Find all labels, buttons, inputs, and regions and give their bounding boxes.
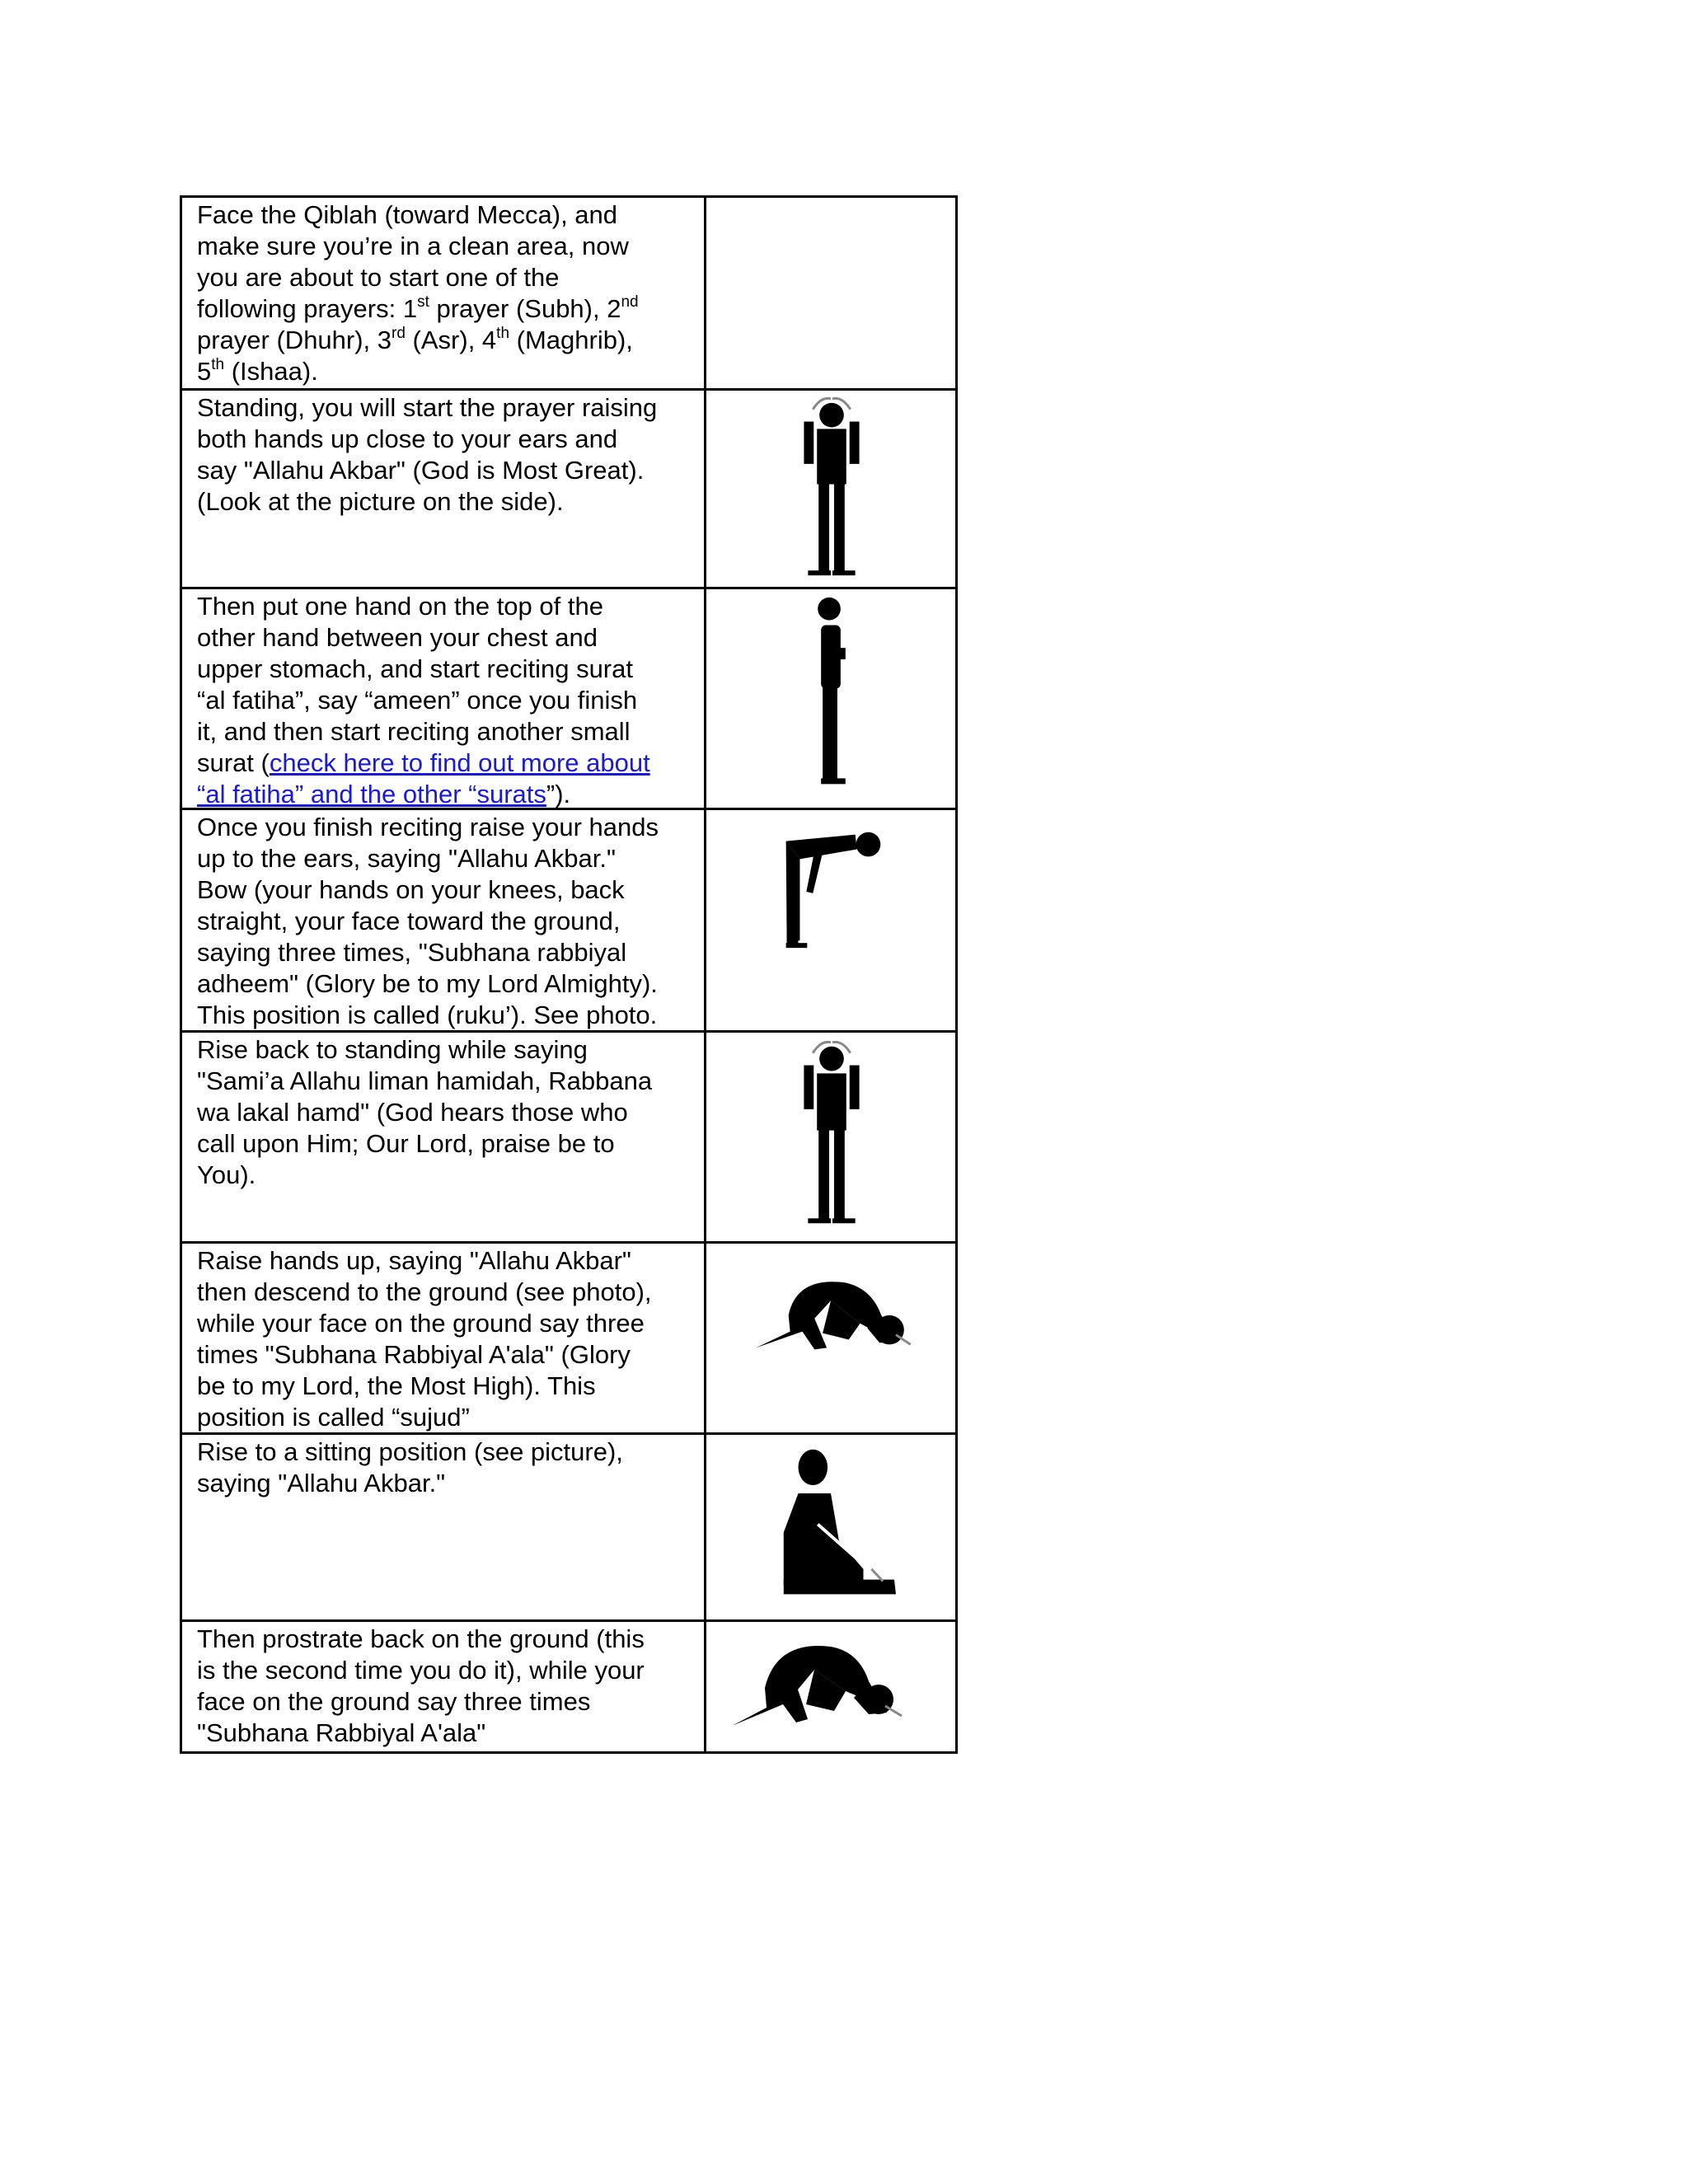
text-line xyxy=(197,1308,691,1339)
step-row xyxy=(182,1435,955,1622)
text-line xyxy=(197,262,691,293)
text-line xyxy=(197,1160,691,1191)
text-run: (Maghrib), xyxy=(509,326,633,354)
step-text xyxy=(182,391,706,587)
surat-info-link[interactable]: check here to find out more about xyxy=(269,748,650,777)
step-text xyxy=(182,1033,706,1241)
text-line xyxy=(197,392,691,424)
ordinal-suffix: nd xyxy=(621,293,639,311)
step-text xyxy=(182,1244,706,1432)
text-run: prayer (Dhuhr), 3 xyxy=(197,326,392,354)
step-row xyxy=(182,1033,955,1244)
text-line xyxy=(197,1436,691,1468)
text-line xyxy=(197,424,691,455)
text-run: Then put one hand on the top of the xyxy=(197,592,603,621)
text-run: other hand between your chest and xyxy=(197,623,598,652)
text-line xyxy=(197,1097,691,1128)
text-run: be to my Lord, the Most High). This xyxy=(197,1371,596,1400)
text-run: Raise hands up, saying "Allahu Akbar" xyxy=(197,1246,631,1275)
text-run: you are about to start one of the xyxy=(197,263,560,292)
step-figure-cell xyxy=(706,391,955,587)
step-figure-cell xyxy=(706,810,955,1030)
step-text xyxy=(182,198,706,388)
text-line xyxy=(197,486,691,518)
text-run: say "Allahu Akbar" (God is Most Great). xyxy=(197,456,645,485)
text-run: straight, your face toward the ground, xyxy=(197,907,621,935)
text-run: both hands up close to your ears and xyxy=(197,424,618,453)
text-run: Then prostrate back on the ground (this xyxy=(197,1624,645,1653)
text-line xyxy=(197,812,691,843)
step-row xyxy=(182,1244,955,1435)
text-line xyxy=(197,325,691,356)
text-run: upper stomach, and start reciting surat xyxy=(197,654,633,683)
text-line xyxy=(197,231,691,262)
text-run: Bow (your hands on your knees, back xyxy=(197,875,625,904)
step-figure-cell xyxy=(706,1244,955,1432)
text-run: up to the ears, saying "Allahu Akbar." xyxy=(197,844,616,873)
text-run: You). xyxy=(197,1160,256,1189)
text-line xyxy=(197,293,691,325)
text-line xyxy=(197,748,691,779)
text-run: times "Subhana Rabbiyal A'ala" (Glory xyxy=(197,1340,631,1369)
text-run: then descend to the ground (see photo), xyxy=(197,1277,652,1306)
step-row xyxy=(182,391,955,589)
text-run: surat ( xyxy=(197,748,270,777)
step-figure-cell xyxy=(706,1622,955,1751)
text-run: is the second time you do it), while your xyxy=(197,1656,645,1685)
text-run: "Subhana Rabbiyal A'ala" xyxy=(197,1718,486,1747)
text-line xyxy=(197,779,691,810)
text-run: prayer (Subh), 2 xyxy=(429,294,621,323)
text-run: Face the Qiblah (toward Mecca), and xyxy=(197,200,618,229)
text-line xyxy=(197,1402,691,1433)
text-line xyxy=(197,1718,691,1749)
text-line xyxy=(197,874,691,906)
text-run: call upon Him; Our Lord, praise be to xyxy=(197,1129,615,1158)
text-line xyxy=(197,1245,691,1277)
text-run: (Look at the picture on the side). xyxy=(197,487,564,516)
text-run: 5 xyxy=(197,357,212,386)
standing-hands-raised-icon xyxy=(706,1033,955,1241)
text-line xyxy=(197,1655,691,1686)
text-run: This position is called (ruku’). See photo. xyxy=(197,1001,658,1029)
step-text xyxy=(182,1435,706,1619)
prostration-icon xyxy=(706,1244,955,1432)
text-run: saying "Allahu Akbar." xyxy=(197,1469,446,1497)
text-run: "Sami’a Allahu liman hamidah, Rabbana xyxy=(197,1066,653,1095)
text-run: while your face on the ground say three xyxy=(197,1309,645,1338)
text-line xyxy=(197,591,691,622)
text-run: wa lakal hamd" (God hears those who xyxy=(197,1098,628,1127)
text-run: Rise back to standing while saying xyxy=(197,1035,588,1064)
standing-side-icon xyxy=(706,589,955,808)
text-run: (Ishaa). xyxy=(224,357,318,386)
text-line xyxy=(197,1371,691,1402)
text-line xyxy=(197,1624,691,1655)
text-line xyxy=(197,937,691,968)
bowing-icon xyxy=(706,810,955,1030)
step-text xyxy=(182,810,706,1030)
text-line xyxy=(197,356,691,387)
text-line xyxy=(197,654,691,685)
text-run: Standing, you will start the prayer raising xyxy=(197,393,658,422)
text-run: it, and then start reciting another small xyxy=(197,717,631,746)
step-row xyxy=(182,198,955,391)
step-text xyxy=(182,1622,706,1751)
text-line xyxy=(197,968,691,1000)
prostration-icon xyxy=(706,1622,955,1751)
text-run: Rise to a sitting position (see picture), xyxy=(197,1437,623,1466)
text-run: ”). xyxy=(546,780,571,808)
text-line xyxy=(197,716,691,748)
step-figure-cell xyxy=(706,589,955,808)
ordinal-suffix: th xyxy=(211,356,225,373)
text-line xyxy=(197,455,691,486)
text-line xyxy=(197,1000,691,1031)
text-run: make sure you’re in a clean area, now xyxy=(197,232,629,260)
text-line xyxy=(197,622,691,654)
text-run: following prayers: 1 xyxy=(197,294,418,323)
text-line xyxy=(197,199,691,231)
text-line xyxy=(197,843,691,874)
text-run: “al fatiha”, say “ameen” once you finish xyxy=(197,686,638,715)
step-figure-cell xyxy=(706,198,955,388)
text-line xyxy=(197,906,691,937)
text-run: (Asr), 4 xyxy=(405,326,497,354)
text-run: Once you finish reciting raise your hands xyxy=(197,813,659,841)
text-run: adheem" (Glory be to my Lord Almighty). xyxy=(197,969,658,998)
step-row xyxy=(182,1622,955,1751)
text-line xyxy=(197,1277,691,1308)
ordinal-suffix: st xyxy=(417,293,429,311)
prayer-steps-table xyxy=(180,195,958,1754)
ordinal-suffix: rd xyxy=(392,325,406,342)
text-line xyxy=(197,1034,691,1066)
standing-hands-raised-icon xyxy=(706,391,955,587)
text-line xyxy=(197,1066,691,1097)
ordinal-suffix: th xyxy=(496,325,510,342)
text-line xyxy=(197,1468,691,1499)
sitting-icon xyxy=(706,1435,955,1619)
text-line xyxy=(197,1686,691,1718)
step-row xyxy=(182,810,955,1033)
text-line xyxy=(197,1339,691,1371)
text-line xyxy=(197,1128,691,1160)
step-row xyxy=(182,589,955,810)
surat-info-link[interactable]: “al fatiha” and the other “surats xyxy=(197,780,546,808)
text-run: saying three times, "Subhana rabbiyal xyxy=(197,938,627,967)
text-run: position is called “sujud” xyxy=(197,1403,470,1432)
text-run: face on the ground say three times xyxy=(197,1687,591,1716)
text-line xyxy=(197,685,691,716)
step-figure-cell xyxy=(706,1435,955,1619)
step-text xyxy=(182,589,706,808)
step-figure-cell xyxy=(706,1033,955,1241)
